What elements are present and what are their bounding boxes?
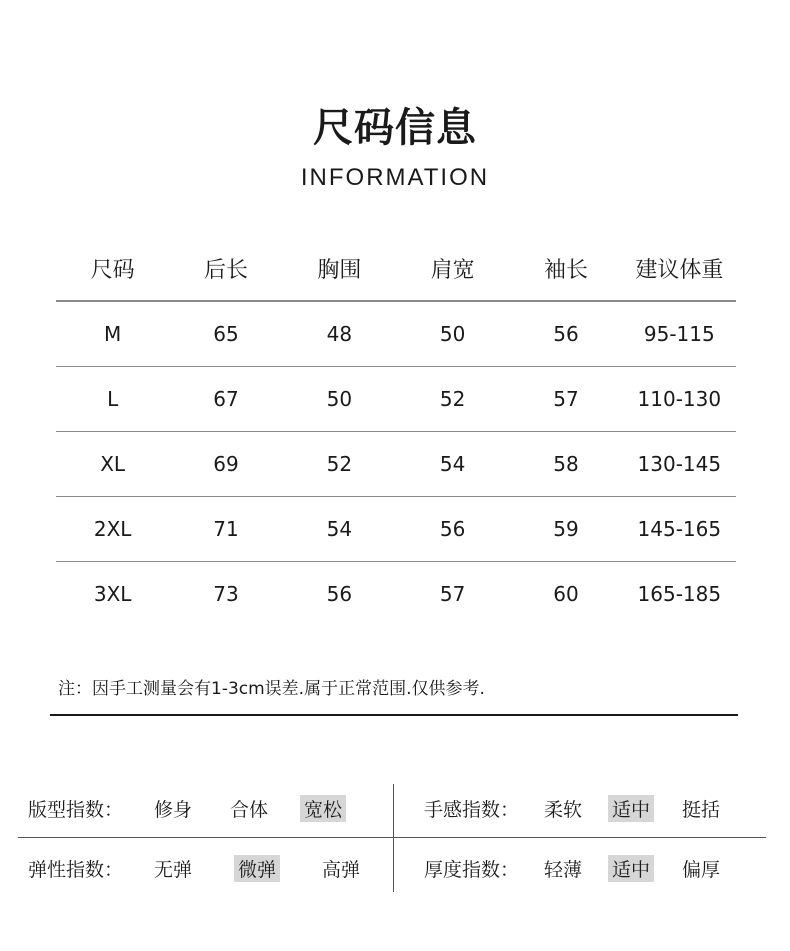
table-cell: 56 xyxy=(326,582,353,606)
table-cell: 59 xyxy=(509,497,622,562)
table-cell: 3XL xyxy=(93,582,132,606)
table-cell: 50 xyxy=(396,301,509,367)
index-horizontal-divider xyxy=(18,837,766,838)
fit-index-label: 版型指数： xyxy=(28,799,124,821)
table-row xyxy=(56,432,736,497)
table-row xyxy=(56,562,736,627)
elastic-option: 无弹 xyxy=(154,859,193,881)
table-cell: 60 xyxy=(553,582,579,606)
elastic-index-label: 弹性指数： xyxy=(28,859,124,881)
table-cell: 54 xyxy=(396,432,509,497)
thickness-option: 偏厚 xyxy=(682,859,721,881)
column-header: 后长 xyxy=(169,236,282,301)
table-cell: 50 xyxy=(283,367,396,432)
table-cell: 48 xyxy=(283,301,396,367)
table-cell: 58 xyxy=(509,432,622,497)
table-cell: 52 xyxy=(283,432,396,497)
table-row xyxy=(56,497,736,562)
thickness-option: 轻薄 xyxy=(544,859,583,881)
fit-option: 修身 xyxy=(154,799,193,821)
table-cell: 165-185 xyxy=(637,582,722,606)
fit-option-selected: 宽松 xyxy=(300,795,346,822)
table-cell: M xyxy=(56,301,169,367)
table-cell: 145-165 xyxy=(623,497,736,562)
table-row xyxy=(56,301,736,367)
table-cell: 69 xyxy=(169,432,282,497)
feel-option-selected: 适中 xyxy=(608,795,654,822)
table-cell: 73 xyxy=(213,582,239,606)
thickness-option-selected: 适中 xyxy=(608,855,654,882)
table-cell: 67 xyxy=(169,367,282,432)
table-cell: 130-145 xyxy=(623,432,736,497)
thickness-index-label: 厚度指数： xyxy=(424,859,520,881)
table-cell: 110-130 xyxy=(623,367,736,432)
table-cell: 95-115 xyxy=(623,301,736,367)
table-header-row xyxy=(56,236,736,301)
table-cell: 56 xyxy=(396,497,509,562)
feel-option: 挺括 xyxy=(682,799,721,821)
elastic-option-selected: 微弹 xyxy=(234,855,280,882)
table-cell: 65 xyxy=(169,301,282,367)
elastic-option: 高弹 xyxy=(322,859,361,881)
table-cell: 57 xyxy=(439,582,466,606)
size-table xyxy=(56,236,736,626)
table-cell: 56 xyxy=(509,301,622,367)
column-header: 肩宽 xyxy=(396,236,509,301)
column-header: 袖长 xyxy=(509,236,622,301)
table-cell: XL xyxy=(56,432,169,497)
section-divider xyxy=(50,714,738,716)
measurement-note: 注：因手工测量会有1-3cm误差.属于正常范围.仅供参考. xyxy=(58,679,485,699)
table-cell: L xyxy=(56,367,169,432)
page-subtitle: INFORMATION xyxy=(300,164,490,191)
table-cell: 54 xyxy=(283,497,396,562)
index-vertical-divider xyxy=(393,784,394,892)
feel-option: 柔软 xyxy=(544,799,583,821)
feel-index-label: 手感指数： xyxy=(424,799,520,821)
column-header: 胸围 xyxy=(283,236,396,301)
page-title: 尺码信息 xyxy=(313,105,477,151)
table-cell: 71 xyxy=(169,497,282,562)
table-cell: 2XL xyxy=(56,497,169,562)
fit-option: 合体 xyxy=(230,799,269,821)
column-header: 尺码 xyxy=(56,236,169,301)
column-header: 建议体重 xyxy=(623,236,736,301)
table-cell: 57 xyxy=(509,367,622,432)
table-cell: 52 xyxy=(396,367,509,432)
table-row xyxy=(56,367,736,432)
